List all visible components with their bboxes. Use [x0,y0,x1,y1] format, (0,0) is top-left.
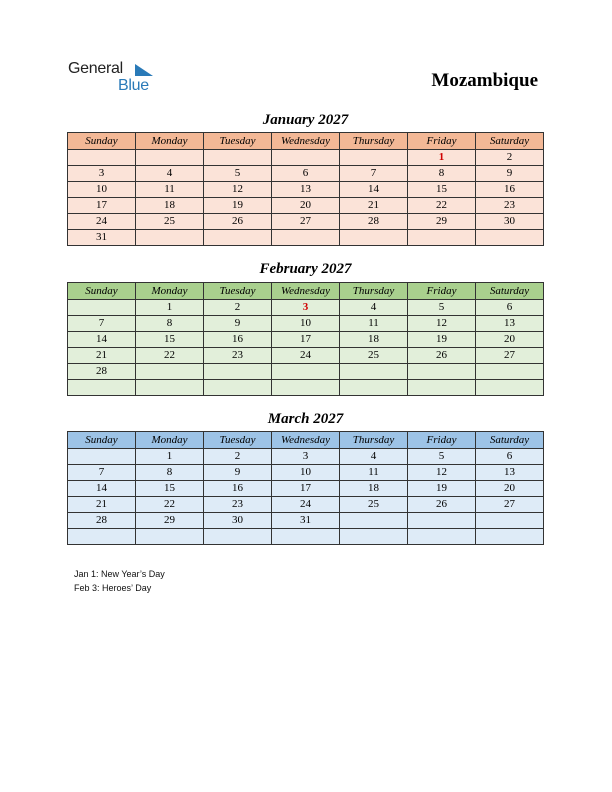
day-cell: 5 [204,166,272,182]
general-blue-logo [68,60,168,96]
day-cell: 12 [408,316,476,332]
weekday-header-row [68,133,544,150]
day-cell: 8 [136,465,204,481]
day-cell: 13 [476,465,544,481]
week-row [68,497,544,513]
day-cell: 17 [68,198,136,214]
day-cell: 18 [136,198,204,214]
day-cell: 26 [204,214,272,230]
month-title-march: March 2027 [267,411,344,427]
week-row [68,449,544,465]
week-row [68,529,544,545]
empty-day-cell [340,150,408,166]
day-cell: 10 [272,465,340,481]
empty-day-cell [476,513,544,529]
week-row [68,214,544,230]
empty-day-cell [272,529,340,545]
empty-day-cell [340,513,408,529]
day-cell: 1 [136,300,204,316]
empty-day-cell [68,529,136,545]
day-cell: 22 [408,198,476,214]
calendar-january [67,132,544,246]
empty-day-cell [136,380,204,396]
holiday-day-cell: 1 [408,150,476,166]
day-cell: 16 [204,481,272,497]
weekday-header-row [68,283,544,300]
empty-day-cell [272,150,340,166]
week-row [68,182,544,198]
empty-day-cell [476,529,544,545]
day-cell: 26 [408,497,476,513]
day-cell: 20 [272,198,340,214]
day-cell: 29 [408,214,476,230]
empty-day-cell [68,449,136,465]
day-cell: 29 [136,513,204,529]
day-cell: 5 [408,300,476,316]
week-row [68,150,544,166]
week-row [68,364,544,380]
day-cell: 8 [408,166,476,182]
day-cell: 18 [340,481,408,497]
country-name: Mozambique [431,70,538,91]
day-cell: 30 [204,513,272,529]
empty-day-cell [476,380,544,396]
day-cell: 9 [476,166,544,182]
day-cell: 6 [272,166,340,182]
week-row [68,348,544,364]
empty-day-cell [204,529,272,545]
weekday-header-thursday: Thursday [340,283,408,300]
empty-day-cell [272,230,340,246]
empty-day-cell [136,529,204,545]
week-row [68,332,544,348]
weekday-header-sunday: Sunday [68,283,136,300]
calendar-february [67,282,544,396]
day-cell: 27 [476,497,544,513]
day-cell: 14 [68,481,136,497]
day-cell: 27 [476,348,544,364]
empty-day-cell [204,230,272,246]
day-cell: 4 [136,166,204,182]
day-cell: 23 [476,198,544,214]
weekday-header-monday: Monday [136,283,204,300]
day-cell: 6 [476,449,544,465]
day-cell: 27 [272,214,340,230]
weekday-header-friday: Friday [408,133,476,150]
day-cell: 9 [204,316,272,332]
day-cell: 24 [272,497,340,513]
empty-day-cell [340,380,408,396]
weekday-header-wednesday: Wednesday [272,283,340,300]
empty-day-cell [476,230,544,246]
week-row [68,166,544,182]
weekday-header-tuesday: Tuesday [204,133,272,150]
day-cell: 4 [340,449,408,465]
day-cell: 7 [68,465,136,481]
month-title-february: February 2027 [259,261,352,277]
day-cell: 23 [204,497,272,513]
week-row [68,465,544,481]
weekday-header-thursday: Thursday [340,133,408,150]
day-cell: 19 [408,332,476,348]
weekday-header-saturday: Saturday [476,283,544,300]
week-row [68,481,544,497]
day-cell: 24 [272,348,340,364]
empty-day-cell [340,364,408,380]
day-cell: 25 [340,497,408,513]
day-cell: 6 [476,300,544,316]
weekday-header-thursday: Thursday [340,432,408,449]
day-cell: 21 [340,198,408,214]
day-cell: 11 [136,182,204,198]
logo-flag-icon [135,64,155,78]
week-row [68,230,544,246]
weekday-header-saturday: Saturday [476,432,544,449]
day-cell: 15 [136,332,204,348]
calendar-march [67,431,544,545]
empty-day-cell [340,529,408,545]
empty-day-cell [136,364,204,380]
day-cell: 24 [68,214,136,230]
day-cell: 19 [408,481,476,497]
empty-day-cell [272,364,340,380]
day-cell: 2 [204,300,272,316]
day-cell: 11 [340,465,408,481]
week-row [68,513,544,529]
week-row [68,198,544,214]
weekday-header-friday: Friday [408,283,476,300]
week-row [68,380,544,396]
day-cell: 17 [272,332,340,348]
weekday-header-row [68,432,544,449]
day-cell: 3 [68,166,136,182]
weekday-header-tuesday: Tuesday [204,432,272,449]
day-cell: 15 [408,182,476,198]
day-cell: 8 [136,316,204,332]
empty-day-cell [408,529,476,545]
day-cell: 16 [204,332,272,348]
empty-day-cell [272,380,340,396]
day-cell: 13 [476,316,544,332]
day-cell: 31 [68,230,136,246]
day-cell: 12 [408,465,476,481]
weekday-header-friday: Friday [408,432,476,449]
day-cell: 31 [272,513,340,529]
day-cell: 14 [68,332,136,348]
day-cell: 9 [204,465,272,481]
month-title-january: January 2027 [262,112,349,128]
day-cell: 18 [340,332,408,348]
holiday-notes [74,567,165,595]
weekday-header-monday: Monday [136,133,204,150]
empty-day-cell [340,230,408,246]
empty-day-cell [204,380,272,396]
day-cell: 22 [136,497,204,513]
week-row [68,300,544,316]
empty-day-cell [476,364,544,380]
weekday-header-sunday: Sunday [68,133,136,150]
day-cell: 28 [68,513,136,529]
day-cell: 7 [340,166,408,182]
empty-day-cell [68,300,136,316]
empty-day-cell [68,380,136,396]
empty-day-cell [408,513,476,529]
day-cell: 21 [68,348,136,364]
empty-day-cell [136,230,204,246]
empty-day-cell [68,150,136,166]
holiday-day-cell: 3 [272,300,340,316]
day-cell: 10 [272,316,340,332]
day-cell: 20 [476,332,544,348]
empty-day-cell [408,364,476,380]
day-cell: 15 [136,481,204,497]
day-cell: 13 [272,182,340,198]
day-cell: 2 [476,150,544,166]
day-cell: 19 [204,198,272,214]
day-cell: 30 [476,214,544,230]
logo-text-general: General [68,60,123,77]
day-cell: 7 [68,316,136,332]
day-cell: 23 [204,348,272,364]
weekday-header-monday: Monday [136,432,204,449]
day-cell: 28 [68,364,136,380]
day-cell: 25 [340,348,408,364]
logo-text-blue: Blue [118,77,149,94]
day-cell: 5 [408,449,476,465]
calendar-body [68,449,544,545]
weekday-header-tuesday: Tuesday [204,283,272,300]
day-cell: 20 [476,481,544,497]
day-cell: 25 [136,214,204,230]
empty-day-cell [136,150,204,166]
day-cell: 1 [136,449,204,465]
empty-day-cell [204,150,272,166]
day-cell: 26 [408,348,476,364]
day-cell: 16 [476,182,544,198]
day-cell: 4 [340,300,408,316]
empty-day-cell [204,364,272,380]
day-cell: 17 [272,481,340,497]
calendar-body [68,150,544,246]
weekday-header-sunday: Sunday [68,432,136,449]
day-cell: 2 [204,449,272,465]
day-cell: 11 [340,316,408,332]
day-cell: 14 [340,182,408,198]
empty-day-cell [408,380,476,396]
week-row [68,316,544,332]
weekday-header-wednesday: Wednesday [272,133,340,150]
day-cell: 22 [136,348,204,364]
weekday-header-saturday: Saturday [476,133,544,150]
day-cell: 3 [272,449,340,465]
day-cell: 21 [68,497,136,513]
weekday-header-wednesday: Wednesday [272,432,340,449]
day-cell: 10 [68,182,136,198]
holiday-note: Jan 1: New Year’s Day [74,569,165,579]
calendar-body [68,300,544,396]
holiday-note: Feb 3: Heroes’ Day [74,583,152,593]
day-cell: 28 [340,214,408,230]
day-cell: 12 [204,182,272,198]
empty-day-cell [408,230,476,246]
